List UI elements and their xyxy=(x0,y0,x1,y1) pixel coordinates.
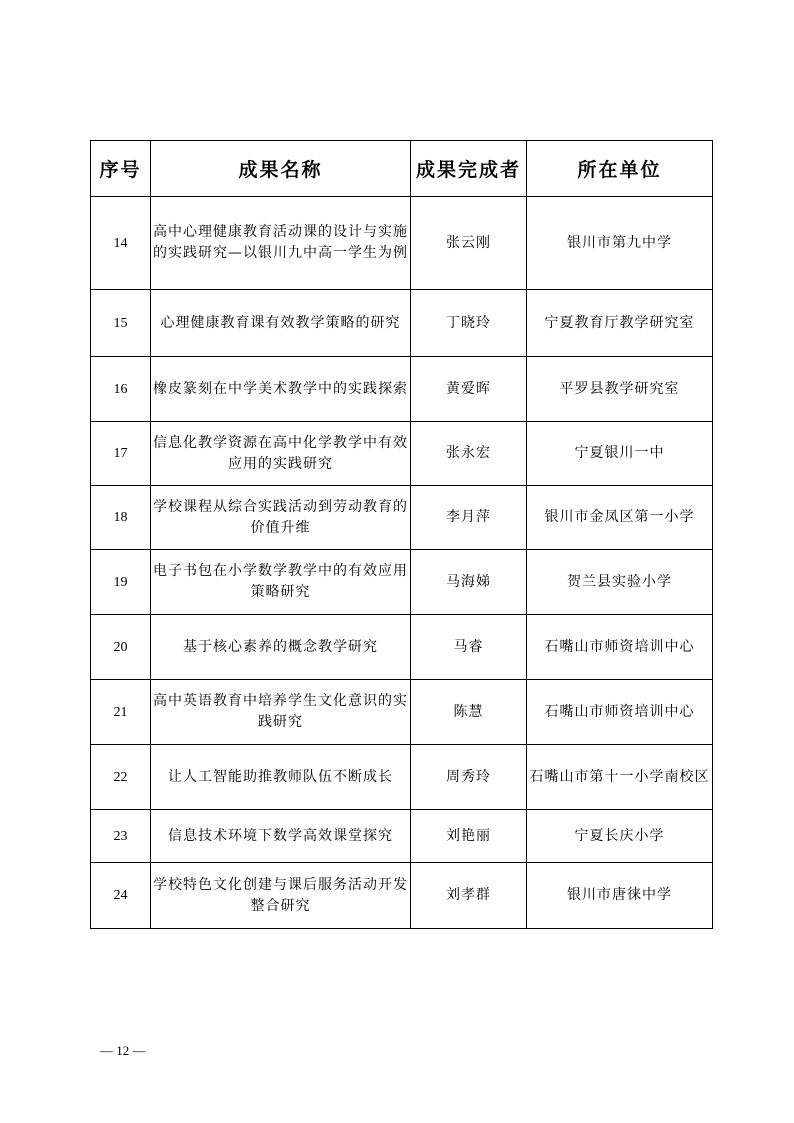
row-number: 22 xyxy=(91,745,151,810)
row-author: 刘艳丽 xyxy=(411,810,527,863)
table-row xyxy=(91,197,713,290)
row-author: 张永宏 xyxy=(411,422,527,486)
row-number: 17 xyxy=(91,422,151,486)
row-number: 18 xyxy=(91,486,151,550)
row-author: 李月萍 xyxy=(411,486,527,550)
row-author: 马海娣 xyxy=(411,550,527,615)
row-unit: 贺兰县实验小学 xyxy=(527,550,713,615)
row-author: 周秀玲 xyxy=(411,745,527,810)
header-serial-number: 序号 xyxy=(91,141,151,197)
row-number: 16 xyxy=(91,357,151,422)
row-title: 让人工智能助推教师队伍不断成长 xyxy=(151,745,411,810)
row-unit: 平罗县教学研究室 xyxy=(527,357,713,422)
table-row xyxy=(91,422,713,486)
row-author: 刘孝群 xyxy=(411,863,527,929)
row-title: 基于核心素养的概念教学研究 xyxy=(151,615,411,680)
row-number: 23 xyxy=(91,810,151,863)
row-title: 学校课程从综合实践活动到劳动教育的价值升维 xyxy=(151,486,411,550)
table-row xyxy=(91,357,713,422)
row-title: 信息化教学资源在高中化学教学中有效应用的实践研究 xyxy=(151,422,411,486)
row-number: 21 xyxy=(91,680,151,745)
table-row xyxy=(91,810,713,863)
row-unit: 石嘴山市第十一小学南校区 xyxy=(527,745,713,810)
row-author: 陈慧 xyxy=(411,680,527,745)
table-row xyxy=(91,290,713,357)
row-title: 电子书包在小学数学教学中的有效应用策略研究 xyxy=(151,550,411,615)
row-unit: 银川市第九中学 xyxy=(527,197,713,290)
table-row xyxy=(91,745,713,810)
table-row xyxy=(91,550,713,615)
header-achievement-name: 成果名称 xyxy=(151,141,411,197)
row-author: 张云刚 xyxy=(411,197,527,290)
achievements-table xyxy=(90,140,713,929)
row-title: 学校特色文化创建与课后服务活动开发整合研究 xyxy=(151,863,411,929)
row-unit: 石嘴山市师资培训中心 xyxy=(527,680,713,745)
row-title: 心理健康教育课有效教学策略的研究 xyxy=(151,290,411,357)
row-title: 橡皮篆刻在中学美术教学中的实践探索 xyxy=(151,357,411,422)
row-author: 马睿 xyxy=(411,615,527,680)
row-number: 15 xyxy=(91,290,151,357)
row-author: 丁晓玲 xyxy=(411,290,527,357)
table-row xyxy=(91,615,713,680)
row-author: 黄爱晖 xyxy=(411,357,527,422)
row-title: 高中英语教育中培养学生文化意识的实践研究 xyxy=(151,680,411,745)
row-number: 14 xyxy=(91,197,151,290)
row-unit: 宁夏银川一中 xyxy=(527,422,713,486)
row-number: 20 xyxy=(91,615,151,680)
table-row xyxy=(91,680,713,745)
header-author: 成果完成者 xyxy=(411,141,527,197)
row-number: 24 xyxy=(91,863,151,929)
table-row xyxy=(91,486,713,550)
table-row xyxy=(91,863,713,929)
row-unit: 石嘴山市师资培训中心 xyxy=(527,615,713,680)
row-unit: 宁夏长庆小学 xyxy=(527,810,713,863)
row-number: 19 xyxy=(91,550,151,615)
page-number: — 12 — xyxy=(100,1043,146,1058)
table-header-row xyxy=(91,141,713,197)
row-title: 高中心理健康教育活动课的设计与实施的实践研究—以银川九中高一学生为例 xyxy=(151,197,411,290)
row-unit: 银川市唐徕中学 xyxy=(527,863,713,929)
header-unit: 所在单位 xyxy=(527,141,713,197)
row-unit: 宁夏教育厅教学研究室 xyxy=(527,290,713,357)
row-unit: 银川市金凤区第一小学 xyxy=(527,486,713,550)
row-title: 信息技术环境下数学高效课堂探究 xyxy=(151,810,411,863)
